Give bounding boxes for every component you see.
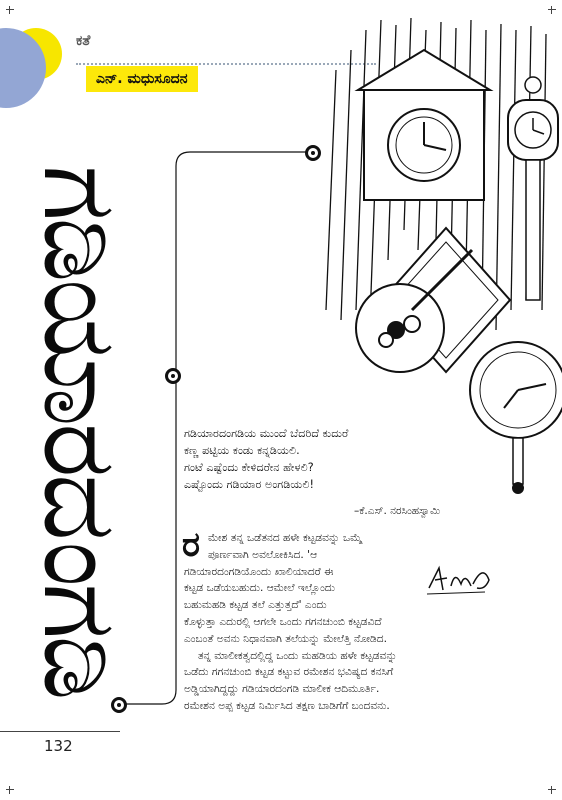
- story-title-text: ಗಡಿಯಾರದಂಗಡಿ: [20, 165, 142, 697]
- frame-ring: [165, 368, 181, 384]
- story-line: ರಮೇಶನ ಅಪ್ಪ ಕಟ್ಟಡ ನಿರ್ಮಿಸಿದ ತಕ್ಷಣ ಬಾಡಿಗೆಗೆ ಬಂದವನು.: [184, 699, 390, 712]
- story-line: ಒಡೆದು ಗಗನಚುಂಬಿ ಕಟ್ಟಡ ಕಟ್ಟುವ ರಮೇಶನ ಭವಿಷ್ಯದ ಕನಸಿಗೆ: [184, 666, 394, 679]
- epigraph-poem: [184, 425, 464, 493]
- page-number: 132: [44, 737, 73, 755]
- story-line: ಕೊಳ್ಳುತ್ತಾ ಎದುರಲ್ಲಿ ಆಗಲೇ ಒಂದು ಗಗನಚುಂಬಿ ಕಟ್ಟಡವಿದೆ: [184, 615, 382, 628]
- section-label: ಕತೆ: [76, 33, 91, 49]
- poem-credit: –ಕೆ.ಎಸ್‌. ನರಸಿಂಹಸ್ವಾಮಿ: [354, 505, 441, 517]
- footer-rule: [0, 731, 120, 732]
- illustrator-signature: [425, 560, 495, 600]
- story-line: ಮೇಶ ತನ್ನ ಒಡೆತನದ ಹಳೇ ಕಟ್ಟಡವನ್ನು ಒಮ್ಮೆ: [208, 532, 363, 544]
- story-line: ಎಂಬಂತೆ ಅವನು ನಿಧಾನವಾಗಿ ತಲೆಯನ್ನು ಮೇಲೆತ್ತಿ ನೋಡಿದ.: [184, 632, 387, 645]
- poem-line: ಎಷ್ಟೊಂದು ಗಡಿಯಾರ ಅಂಗಡಿಯಲಿ!: [184, 478, 315, 491]
- poem-line: ಗಡಿಯಾರದಂಗಡಿಯ ಮುಂದೆ ಬೆದರಿದೆ ಕುದುರೆ: [184, 427, 349, 440]
- author-name: ಎನ್‌. ಮಧುಸೂದನ: [86, 66, 198, 92]
- story-line: ಅಡ್ಡಿಯಾಗಿದ್ದದ್ದು ಗಡಿಯಾರದಂಗಡಿ ಮಾಲೀಕ ಆದಿಮೂರ್ತಿ.: [184, 683, 380, 696]
- story-line: ಗಡಿಯಾರದಂಗಡಿಯೊಂದು ಖಾಲಿಯಾದರೆ ಈ: [184, 565, 334, 578]
- story-line: ಕಟ್ಟಡ ಒಡೆಯಬಹುದು. ಆಮೇಲೆ ಇಲ್ಲೊಂದು: [184, 582, 335, 595]
- poem-line: ಕಣ್ಣ ಪಟ್ಟಿಯ ಕಂಡು ಕನ್ನಡಿಯಲಿ.: [184, 444, 300, 457]
- drop-cap: ರ: [182, 525, 200, 565]
- frame-ring: [111, 697, 127, 713]
- story-line: ತನ್ನ ಮಾಲೀಕತ್ವದಲ್ಲಿದ್ದ ಒಂದು ಮಹಡಿಯ ಹಳೇ ಕಟ್ಟಡವನ್ನು: [198, 649, 398, 662]
- story-line: ಬಹುಮಹಡಿ ಕಟ್ಟಡ ತಲೆ ಎತ್ತುತ್ತದೆ' ಎಂದು: [184, 599, 327, 612]
- story-body: [182, 525, 474, 715]
- poem-line: ಗಂಟೆ ಎಷ್ಟೆಂದು ಕೇಳಿದರೇನ ಹೇಳಲಿ?: [184, 461, 314, 474]
- story-line: ಪೂರ್ಣವಾಗಿ ಅವಲೋಕಿಸಿದ. 'ಆ: [208, 548, 318, 561]
